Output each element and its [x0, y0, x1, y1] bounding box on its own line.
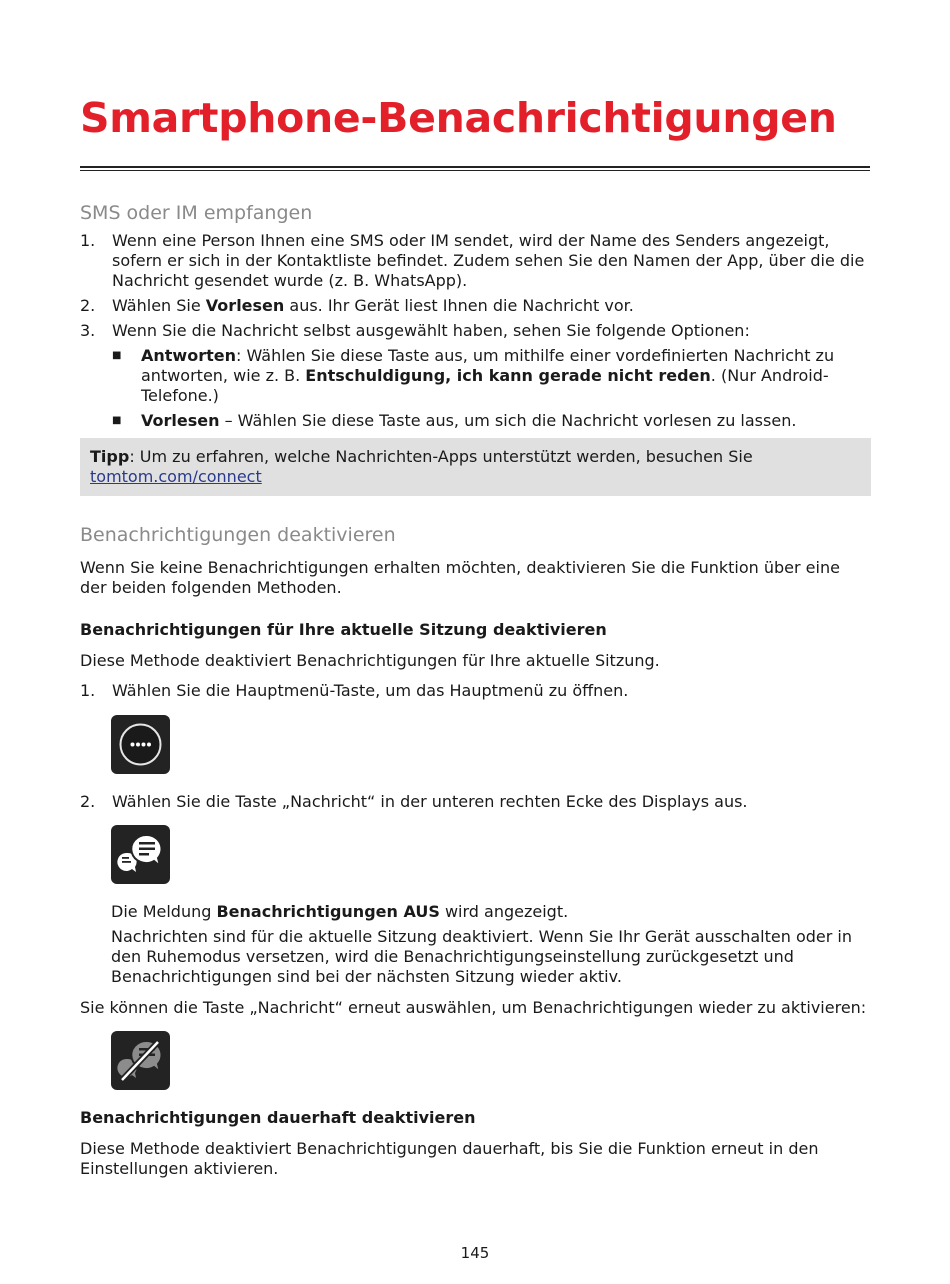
disable-intro: Wenn Sie keine Benachrichtigungen erhalten möchten, deaktivieren Sie die Funktion über eine der beiden folgenden Methoden.	[80, 558, 840, 597]
page-number: 145	[460, 1244, 490, 1262]
list-item: 2. Wählen Sie die Taste „Nachricht“ in der unteren rechten Ecke des Displays aus.	[80, 792, 748, 811]
bullet-item: ■ Vorlesen – Wählen Sie diese Taste aus, um sich die Nachricht vorlesen zu lassen.	[112, 411, 797, 430]
list-item: 1. Wählen Sie die Hauptmenü-Taste, um das Hauptmenü zu öffnen.	[80, 681, 629, 700]
session-intro: Diese Methode deaktiviert Benachrichtigungen für Ihre aktuelle Sitzung.	[80, 651, 660, 670]
message-icon[interactable]	[111, 825, 170, 884]
main-menu-icon[interactable]	[111, 715, 170, 774]
list-item: 3. Wenn Sie die Nachricht selbst ausgewählt haben, sehen Sie folgende Optionen:	[80, 321, 750, 340]
bullet-icon: ■	[112, 350, 122, 361]
subheading-session: Benachrichtigungen für Ihre aktuelle Sitzung deaktivieren	[80, 620, 607, 639]
title-rule	[80, 166, 870, 168]
subheading-permanent: Benachrichtigungen dauerhaft deaktivieren	[80, 1108, 476, 1127]
page-title: Smartphone-Benachrichtigungen	[80, 94, 837, 142]
step-list-1	[80, 231, 870, 431]
bullet-item: ■ Antworten: Wählen Sie diese Taste aus, um mithilfe einer vordefinierten Nachricht zu antworten, wie z. B. Entschuldigung, ich kann gerade nicht reden. (Nur Android-Telefone.)	[112, 346, 835, 405]
section-heading-disable: Benachrichtigungen deaktivieren	[80, 524, 396, 546]
message-off-icon[interactable]	[111, 1031, 170, 1090]
reenable-text: Sie können die Taste „Nachricht“ erneut auswählen, um Benachrichtigungen wieder zu aktivieren:	[80, 998, 867, 1017]
message-off-notice: Die Meldung Benachrichtigungen AUS wird angezeigt.	[111, 902, 569, 921]
tip-box: Tipp: Um zu erfahren, welche Nachrichten-Apps unterstützt werden, besuchen Sie tomtom.com/connect	[80, 438, 871, 496]
list-item: 2. Wählen Sie Vorlesen aus. Ihr Gerät liest Ihnen die Nachricht vor.	[80, 296, 634, 315]
title-rule-thin	[80, 170, 870, 171]
tomtom-connect-link[interactable]: tomtom.com/connect	[90, 467, 262, 486]
session-explanation: Nachrichten sind für die aktuelle Sitzung deaktiviert. Wenn Sie Ihr Gerät ausschalten oder in den Ruhemodus versetzen, wird die Benachrichtigungseinstellung zurückgesetzt und Benachrichtigungen sind bei der nächsten Sitzung wieder aktiv.	[111, 927, 852, 986]
bullet-icon: ■	[112, 415, 122, 426]
permanent-text: Diese Methode deaktiviert Benachrichtigungen dauerhaft, bis Sie die Funktion erneut in den Einstellungen aktivieren.	[80, 1139, 819, 1178]
section-heading-sms: SMS oder IM empfangen	[80, 202, 313, 224]
list-item: 1. Wenn eine Person Ihnen eine SMS oder IM sendet, wird der Name des Senders angezeigt, sofern er sich in der Kontaktliste befindet. Zudem sehen Sie den Namen der App, über die die Nachricht gesendet wurde (z. B. WhatsApp).	[80, 231, 865, 290]
